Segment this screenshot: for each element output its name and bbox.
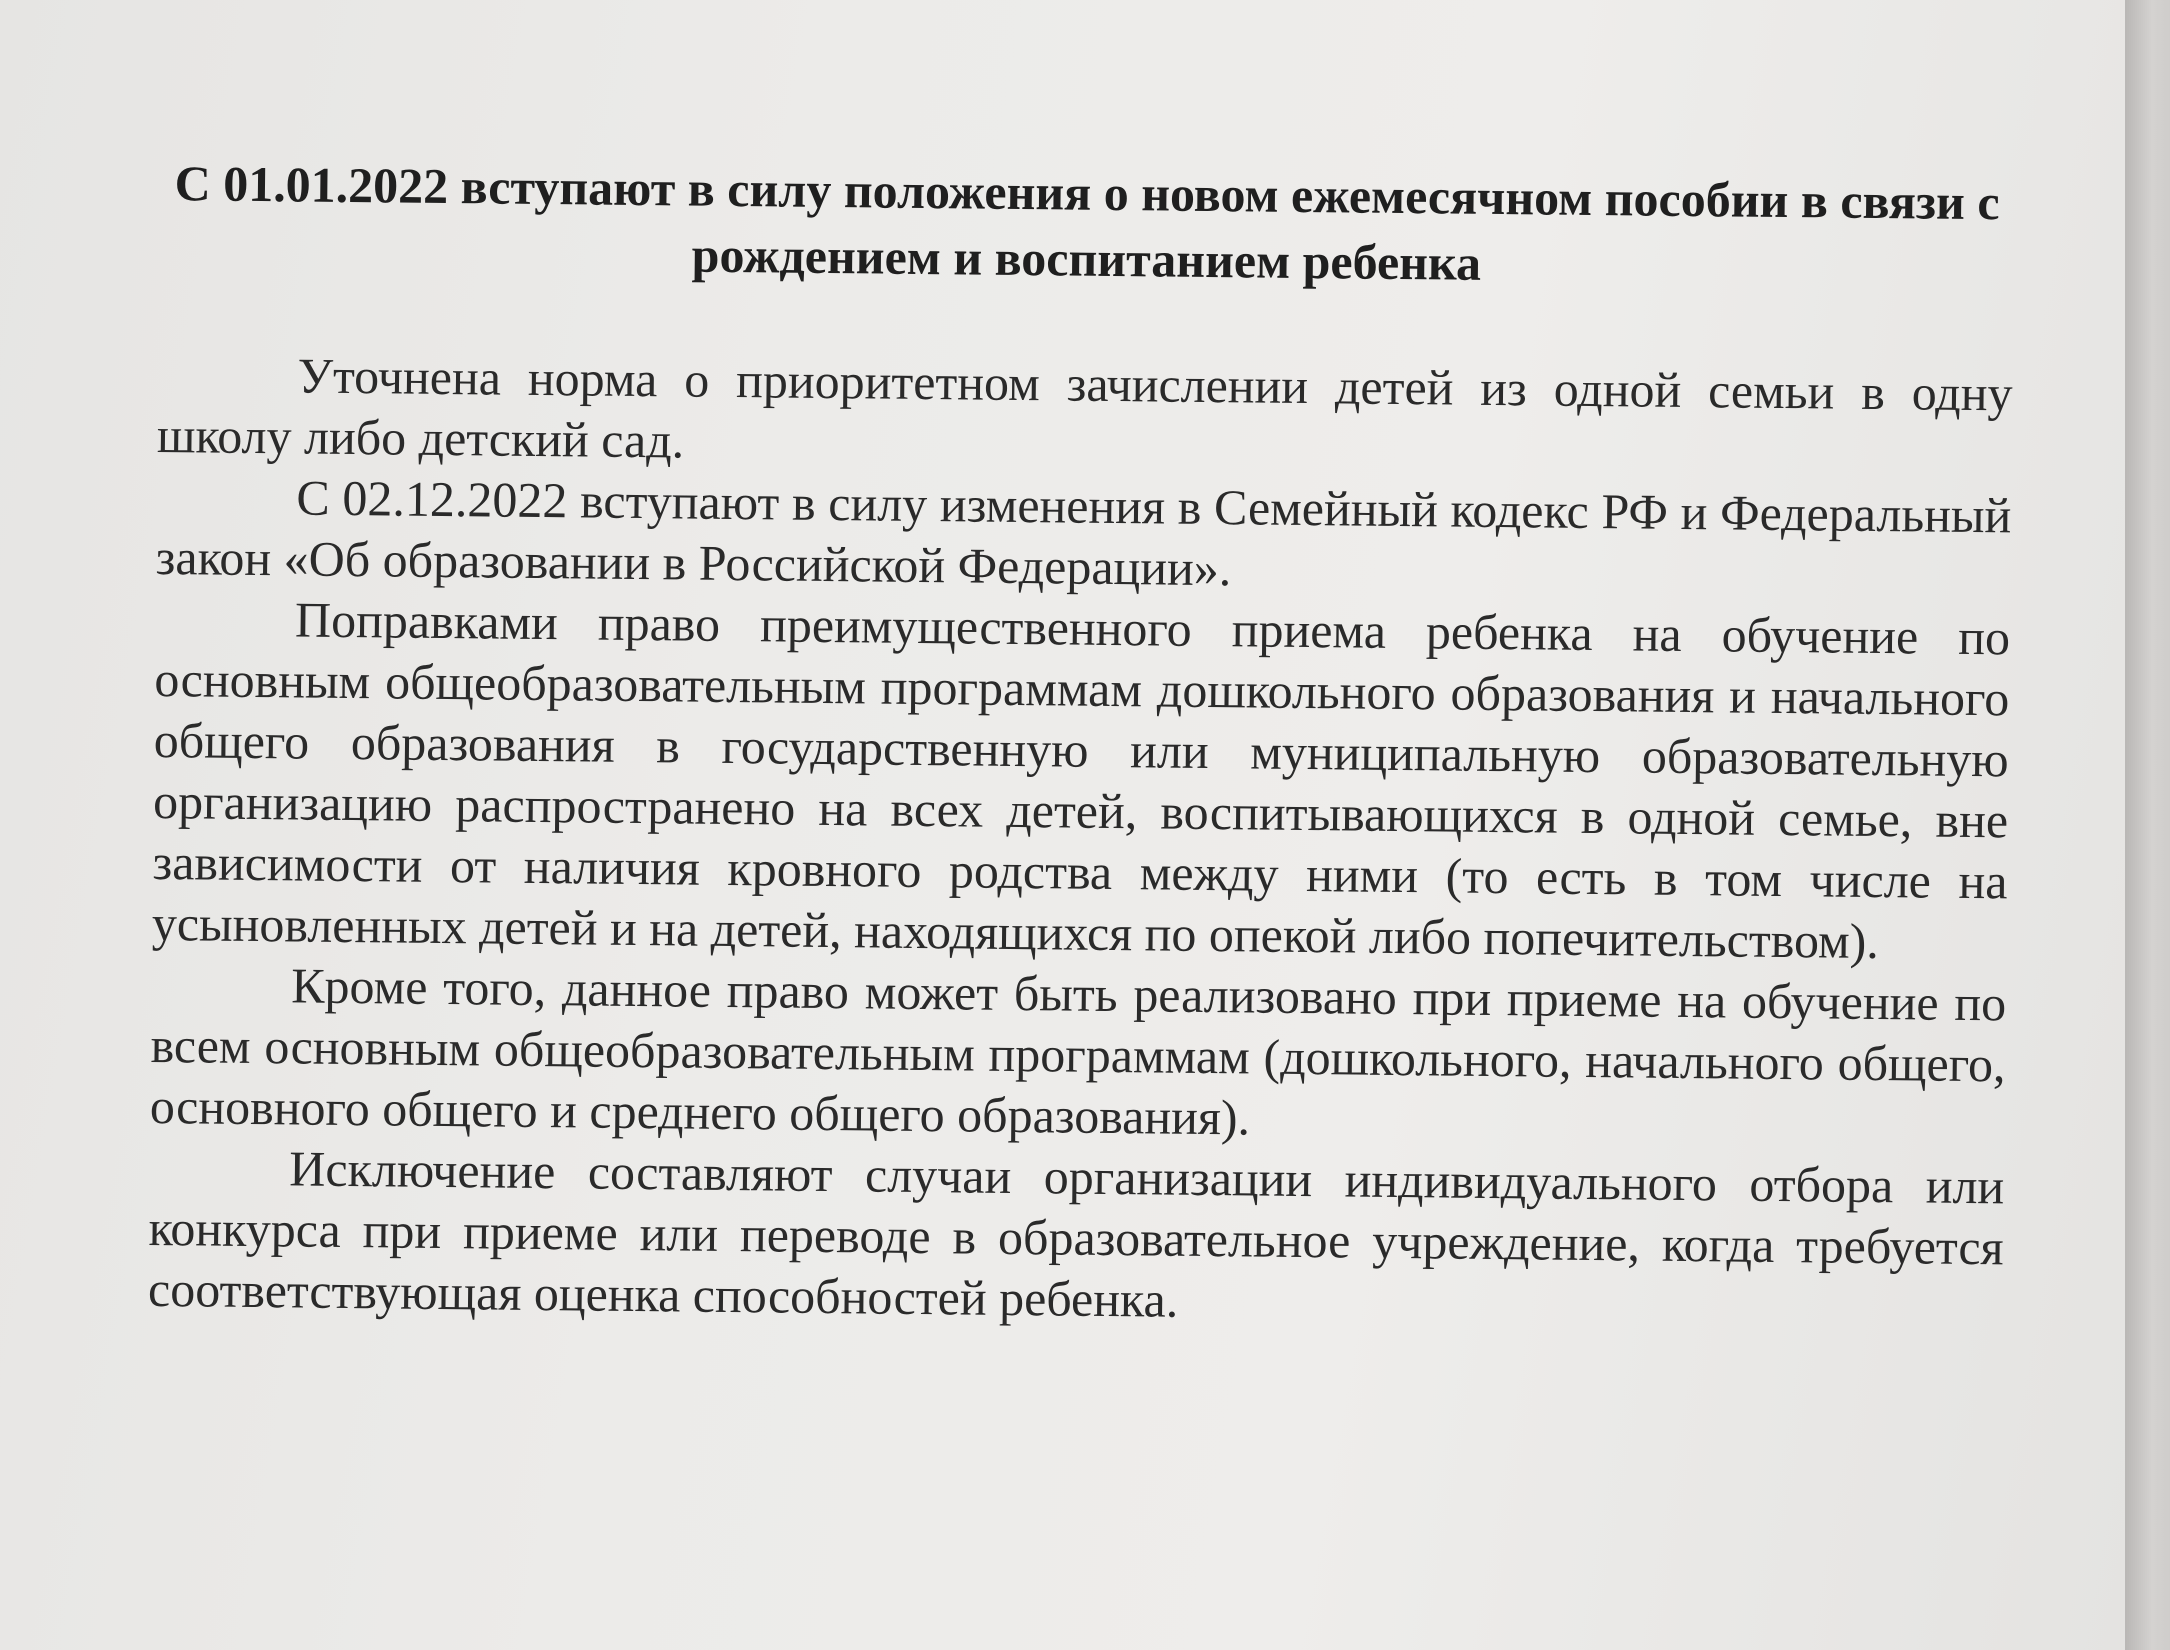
- paragraph-exception: Исключение составляют случаи организации индивидуального отбора или конкурса при приеме или переводе в образовательное учреждение, когда требуется соответствующая оценка способностей ребенка.: [147, 1140, 2005, 1328]
- paragraph-additional-right: Кроме того, данное право может быть реализовано при приеме на обучение по всем основным общеобразовательным программам (дошкольного, начального общего, основного общего и среднего общего образования).: [149, 957, 2007, 1146]
- paragraph-law-changes: С 02.12.2022 вступают в силу изменения в Семейный кодекс РФ и Федеральный закон «Об образовании в Российской Федерации».: [155, 469, 2012, 597]
- document-body: [148, 150, 2015, 1339]
- paragraph-priority-enrollment: Уточнена норма о приоритетном зачислении детей из одной семьи в одну школу либо детский сад.: [156, 347, 2013, 469]
- document-title: С 01.01.2022 вступают в силу положения о новом ежемесячном пособии в связи с рождением и воспитанием ребенка: [174, 155, 2000, 291]
- table-edge: [2125, 0, 2170, 1650]
- paragraph-amendments: Поправками право преимущественного приема ребенка на обучение по основным общеобразовательным программам дошкольного образования и начального общего образования в государственную или муниципальную образовательную организацию распространено на всех детей, воспитывающихся в одной семье, вне зависимости от наличия кровного родства между ними (то есть в том числе на усыновленных детей и на детей, находящихся по опекой либо попечительством).: [151, 591, 2011, 970]
